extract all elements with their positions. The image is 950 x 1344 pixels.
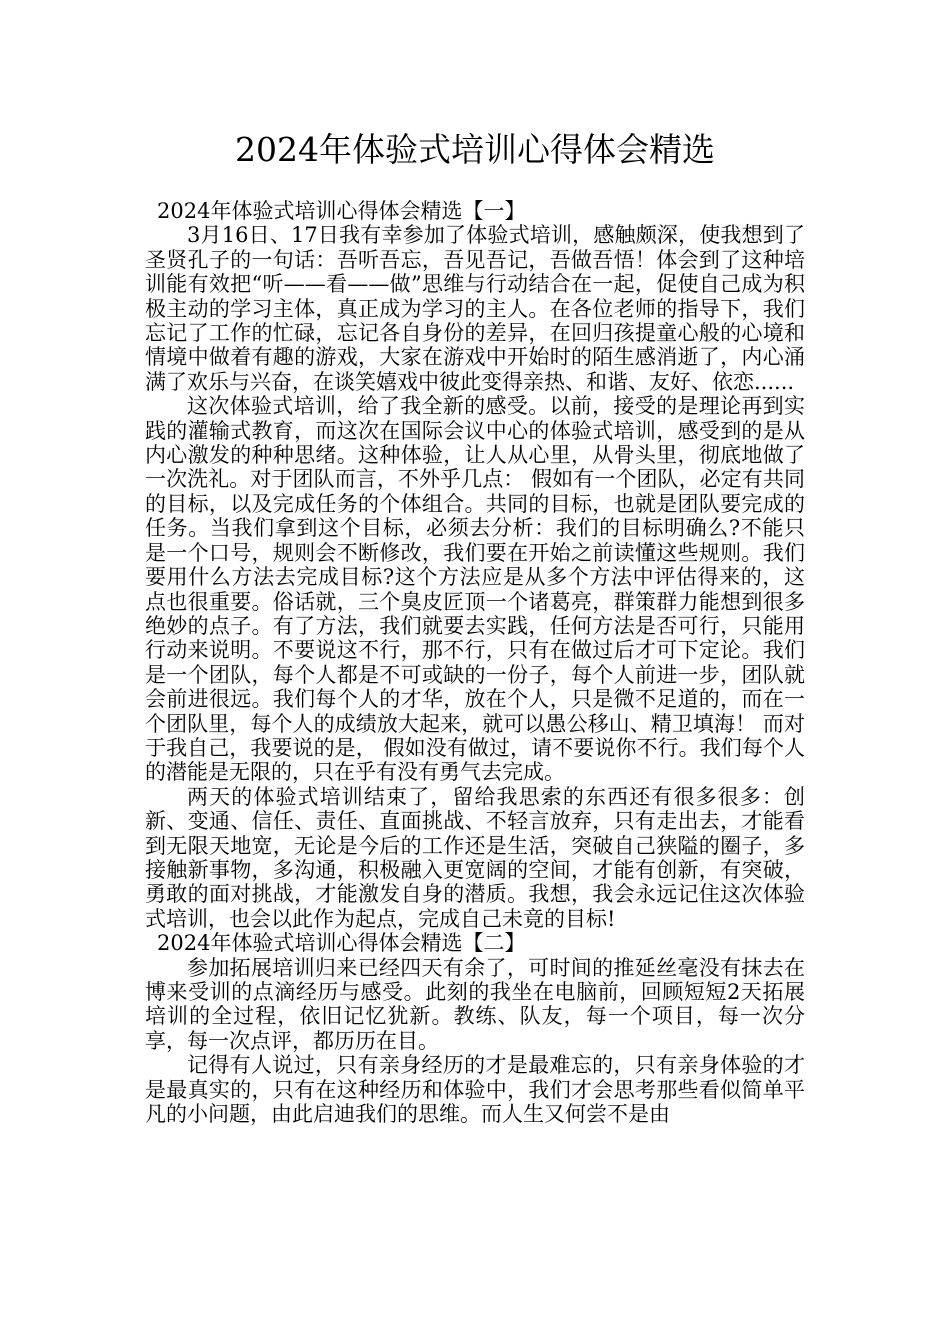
paragraph-2-2: 记得有人说过，只有亲身经历的才是最难忘的，只有亲身体验的才是最真实的，只有在这种经历和体验中，我们才会思考那些看似简单平凡的小问题，由此启迪我们的思维。而人生又何尝不是由 [145, 1053, 805, 1127]
paragraph-2-1: 参加拓展培训归来已经四天有余了，可时间的推延丝毫没有抹去在博来受训的点滴经历与感受。此刻的我坐在电脑前，回顾短短2天拓展培训的全过程，依旧记忆犹新。教练、队友，每一个项目，每一次分享，每一次点评，都历历在目。 [145, 955, 805, 1053]
paragraph-1-2: 这次体验式培训，给了我全新的感受。以前，接受的是理论再到实践的灌输式教育，而这次在国际会议中心的体验式培训，感受到的是从内心激发的种种思绪。这种体验，让人从心里，从骨头里，彻底地做了一次洗礼。对于团队而言，不外乎几点： 假如有一个团队，必定有共同的目标，以及完成任务的个体组合。共同的目标，也就是团队要完成的任务。当我们拿到这个目标，必须去分析：我们的目标明确么?不能只是一个口号，规则会不断修改，我们要在开始之前读懂这些规则。我们要用什么方法去完成目标?这个方法应是从多个方法中评估得来的，这点也很重要。俗话就，三个臭皮匠顶一个诸葛亮，群策群力能想到很多绝妙的点子。有了方法，我们就要去实践，任何方法是否可行，只能用行动来说明。不要说这不行，那不行，只有在做过后才可下定论。我们是一个团队，每个人都是不可或缺的一份子，每个人前进一步，团队就会前进很远。我们每个人的才华，放在个人，只是微不足道的，而在一个团队里，每个人的成绩放大起来，就可以愚公移山、精卫填海！ 而对于我自己，我要说的是， 假如没有做过，请不要说你不行。我们每个人的潜能是无限的，只在乎有没有勇气去完成。 [145, 394, 805, 785]
paragraph-1-1: 3月16日、17日我有幸参加了体验式培训，感触颇深，使我想到了圣贤孔子的一句话：吾听吾忘，吾见吾记，吾做吾悟！体会到了这种培训能有效把“听——看——做”思维与行动结合在一起，促使自己成为积极主动的学习主体，真正成为学习的主人。在各位老师的指导下，我们忘记了工作的忙碌，忘记各自身份的差异，在回归孩提童心般的心境和情境中做着有趣的游戏，大家在游戏中开始时的陌生感消逝了，内心涌满了欢乐与兴奋，在谈笑嬉戏中彼此变得亲热、和谐、友好、依恋...... [145, 223, 805, 394]
document-body [145, 199, 805, 1126]
document-title: 2024年体验式培训心得体会精选 [235, 130, 715, 169]
paragraph-1-3: 两天的体验式培训结束了，留给我思索的东西还有很多很多：创新、变通、信任、责任、直面挑战、不轻言放弃，只有走出去，才能看到无限天地宽，无论是今后的工作还是生活，突破自己狭隘的圈子，多接触新事物，多沟通，积极融入更宽阔的空间，才能有创新，有突破，勇敢的面对挑战，才能激发自身的潜质。我想，我会永远记住这次体验式培训，也会以此作为起点，完成自己未竟的目标! [145, 784, 805, 931]
section-heading-1: 2024年体验式培训心得体会精选【一】 [157, 199, 526, 223]
section-heading-2: 2024年体验式培训心得体会精选【二】 [157, 931, 526, 956]
